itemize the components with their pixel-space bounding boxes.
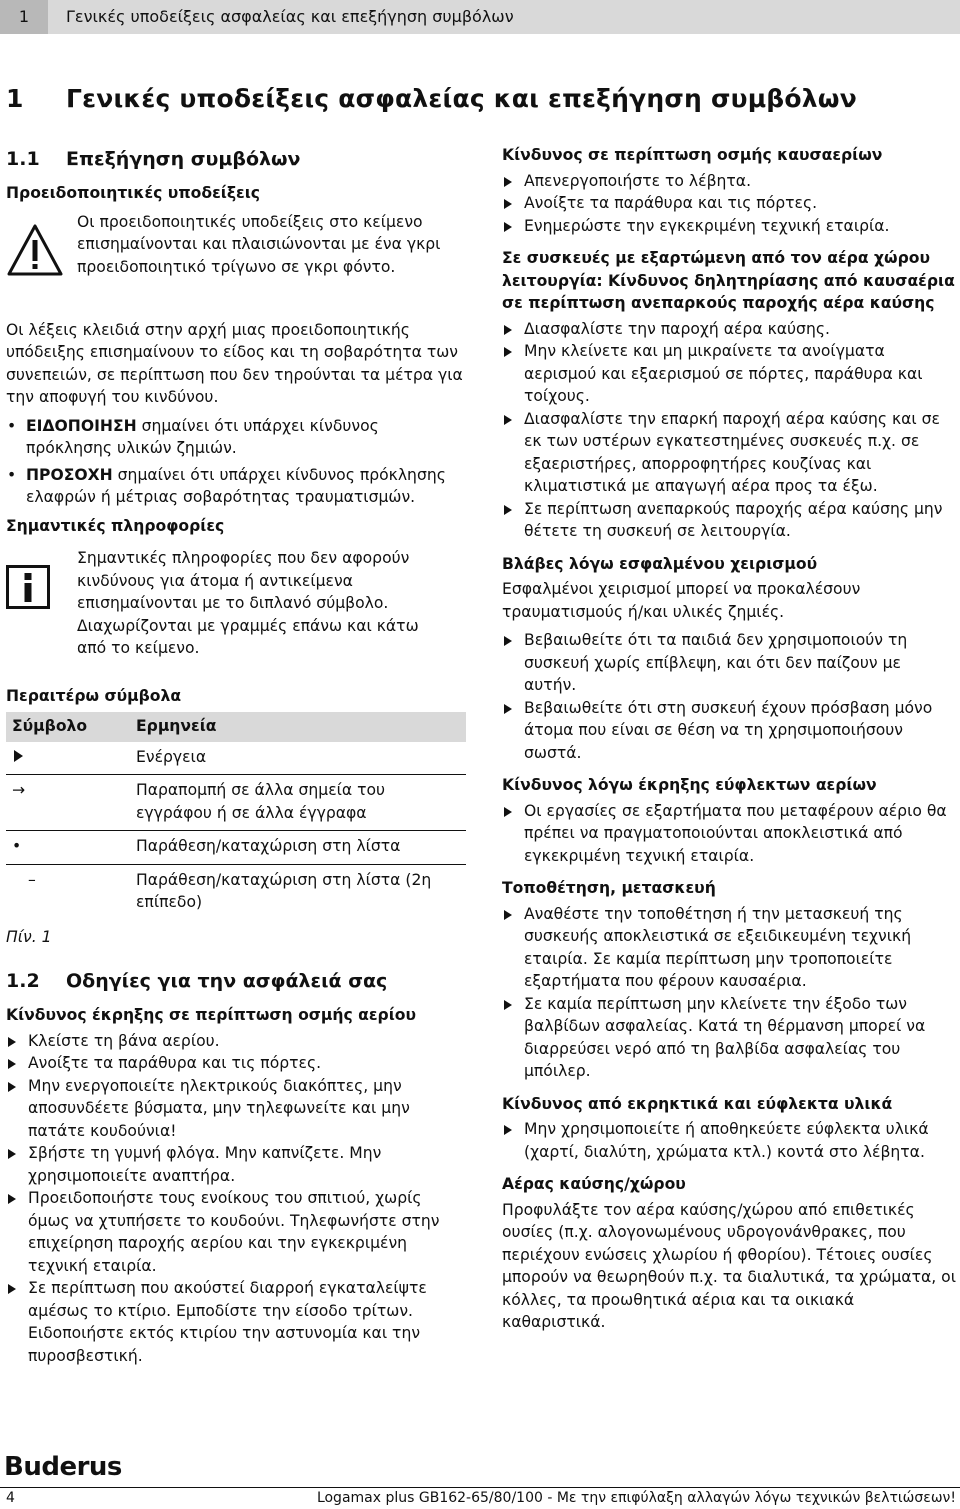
list-item [502,903,958,993]
gas-actions-list [6,1030,466,1368]
symbol-cell: – [28,870,36,889]
action-arrow-icon [504,325,512,335]
flue-gas-actions-list [502,170,958,238]
action-text: Βεβαιωθείτε ότι τα παιδιά δεν χρησιμοποιούν τη συσκευή χωρίς επίβλεψη, και ότι δεν παίζουν με αυτήν. [524,631,908,694]
footer-text: Logamax plus GB162-65/80/100 - Με την επιφύλαξη αλλαγών λόγω τεχνικών βελτιώσεων! [316,1490,956,1506]
installation-actions-list [502,903,958,1083]
action-arrow-icon [8,1194,16,1204]
list-item [502,215,958,238]
action-text: Προειδοποιήστε τους ενοίκους του σπιτιού, χωρίς όμως να χτυπήσετε το κουδούνι. Τηλεφωνήστε στην επιχείρηση παροχής αερίου και την εγκεκριμένη τεχνική εταιρία. [28,1189,440,1275]
explosion-actions-list [502,800,958,868]
bullet-icon: • [7,416,17,435]
chapter-title [6,84,857,113]
left-column [6,146,466,1377]
list-item [6,1277,466,1367]
table-row [6,742,466,775]
flue-gas-heading: Κίνδυνος σε περίπτωση οσμής καυσαερίων [502,146,883,164]
list-item [6,1075,466,1143]
action-arrow-icon [504,807,512,817]
list-item [6,1187,466,1277]
warning-triangle-icon [6,223,64,277]
list-item [502,993,958,1083]
action-arrow-icon [504,177,512,187]
room-air-heading: Σε συσκευές με εξαρτώμενη από τον αέρα χώρου λειτουργία: Κίνδυνος δηλητηρίασης από καυσαέρια σε περίπτωση ανεπαρκούς παροχής αέρα καύσης [502,249,955,312]
list-item [6,1142,466,1187]
action-text: Οι εργασίες σε εξαρτήματα που μεταφέρουν αέριο θα πρέπει να πραγματοποιούνται αποκλειστικά από εγκεκριμένη τεχνική εταιρία. [524,801,947,865]
list-item [502,629,958,697]
section-1-1-heading [6,146,466,172]
materials-heading: Κίνδυνος από εκρηκτικά και εύφλεκτα υλικά [502,1094,893,1113]
page-header [0,0,960,34]
right-column [502,144,958,1340]
warning-example-box [6,211,466,311]
action-text: Σβήστε τη γυμνή φλόγα. Μην καπνίζετε. Μην χρησιμοποιείτε αναπτήρα. [28,1144,382,1185]
info-example-box [6,547,466,675]
list-item [502,800,958,868]
action-arrow-icon [8,1284,16,1294]
footer-divider [0,1487,960,1488]
header-chapter-title: Γενικές υποδείξεις ασφαλείας και επεξήγηση συμβόλων [66,7,514,26]
table-row [6,775,466,831]
action-text: Σε περίπτωση ανεπαρκούς παροχής αέρα καύσης μην θέτετε τη συσκευή σε λειτουργία. [524,499,943,540]
action-arrow-icon [8,1037,16,1047]
gas-danger-heading: Κίνδυνος έκρηξης σε περίπτωση οσμής αερίου [6,1006,417,1024]
action-arrow-icon [8,1059,16,1069]
misuse-text: Εσφαλμένοι χειρισμοί μπορεί να προκαλέσουν τραυματισμούς ή/και υλικές ζημιές. [502,580,861,621]
symbol-cell: → [6,775,130,831]
action-arrow-icon [504,704,512,714]
action-arrow-icon [14,750,23,762]
section-title: Επεξήγηση συμβόλων [66,148,301,170]
action-arrow-icon [504,199,512,209]
info-box-text: Σημαντικές πληροφορίες που δεν αφορούν κινδύνους για άτομα ή αντικείμενα επισημαίνονται με το διπλανό σύμβολο. Διαχωρίζονται με γραμμές επάνω και κάτω από το κείμενο. [77,549,419,657]
installation-heading: Τοποθέτηση, μετασκευή [502,879,716,897]
materials-actions-list [502,1118,958,1163]
bullet-icon: • [7,465,17,484]
combustion-air-text: Προφυλάξτε τον αέρα καύσης/χώρου από επιθετικές ουσίες (π.χ. αλογονωμένους υδρογονάνθρακες, που περιέχουν ενώσεις χλωρίου ή φθορίου). Τέτοιες ουσίες μπορούν να θεωρηθούν π.χ. τα διαλυτικά, τα χρώματα, οι κόλλες, τα προωθητικά αέρια και τα οικιακά καθαριστικά. [502,1200,956,1331]
section-number: 1.1 [6,148,40,170]
misuse-heading: Βλάβες λόγω εσφαλμένου χειρισμού [502,554,818,573]
action-text: Μην ενεργοποιείτε ηλεκτρικούς διακόπτες, μην αποσυνδέετε βύσματα, μην τηλεφωνείτε και μην πατάτε κουδούνια! [28,1076,410,1140]
action-arrow-icon [504,415,512,425]
signal-word-list [6,415,466,509]
list-item [6,1052,466,1075]
list-item [502,408,958,498]
column-header-symbol: Σύμβολο [6,712,130,742]
meaning-cell: Παράθεση/καταχώριση στη λίστα (2η επίπεδο) [136,870,432,911]
action-arrow-icon [8,1082,16,1092]
action-text: Βεβαιωθείτε ότι στη συσκευή έχουν πρόσβαση μόνο άτομα που είναι σε θέση να τη χρησιμοποιήσουν σωστά. [524,698,933,762]
info-heading: Σημαντικές πληροφορίες [6,516,225,535]
header-chapter-number: 1 [0,0,48,34]
list-item [502,1118,958,1163]
action-arrow-icon [504,636,512,646]
table-caption: Πίν. 1 [6,927,52,946]
action-text: Ενημερώστε την εγκεκριμένη τεχνική εταιρία. [524,216,890,235]
section-number: 1.2 [6,970,40,992]
column-header-meaning: Ερμηνεία [130,712,466,742]
action-text: Ανοίξτε τα παράθυρα και τις πόρτες. [524,194,818,212]
signal-word: ΕΙΔΟΠΟΙΗΣΗ [26,416,137,435]
action-arrow-icon [8,1149,16,1159]
action-text: Διασφαλίστε την επαρκή παροχή αέρα καύσης και σε εκ των υστέρων εγκατεστημένες συσκευές π.χ. σε εξαεριστήρες, απορροφητήρες κουζίνας και κλιματιστικά με απαγωγή αέρα προς τα έξω. [524,409,940,495]
list-item [6,1030,466,1053]
meaning-cell: Παράθεση/καταχώριση στη λίστα [130,831,466,865]
signal-word: ΠΡΟΣΟΧΗ [26,465,113,484]
symbol-cell: • [6,831,130,865]
misuse-actions-list [502,629,958,764]
action-text: Κλείστε τη βάνα αερίου. [28,1031,220,1050]
list-item [502,340,958,408]
room-air-actions-list [502,318,958,543]
action-text: Μην χρησιμοποιείτε ή αποθηκεύετε εύφλεκτα υλικά (χαρτί, διαλύτη, χρώματα κτλ.) κοντά στο λέβητα. [524,1120,929,1161]
chapter-number: 1 [6,84,24,113]
action-arrow-icon [504,505,512,515]
action-arrow-icon [504,1000,512,1010]
list-item [502,170,958,193]
action-text: Απενεργοποιήστε το λέβητα. [524,171,752,190]
section-1-2-heading [6,968,466,994]
action-text: Αναθέστε την τοποθέτηση ή την μετασκευή της συσκευής αποκλειστικά σε εξειδικευμένη τεχνική εταιρία. Σε καμία περίπτωση μην τροποποιείτε εξαρτήματα που φέρουν καυσαέρια. [524,904,912,990]
action-arrow-icon [504,910,512,920]
warning-box-text: Οι προειδοποιητικές υποδείξεις στο κείμενο επισημαίνονται και πλαισιώνονται με ένα γκρι προειδοποιητικό τρίγωνο σε γκρι φόντο. [77,212,441,276]
combustion-air-heading: Αέρας καύσης/χώρου [502,1175,686,1193]
action-text: Ανοίξτε τα παράθυρα και τις πόρτες. [28,1054,322,1072]
symbols-heading: Περαιτέρω σύμβολα [6,687,182,705]
explosion-heading: Κίνδυνος λόγω έκρηξης εύφλεκτων αερίων [502,776,877,794]
symbols-table [6,712,466,920]
page-number: 4 [6,1490,15,1506]
list-item [502,318,958,341]
symbol-cell [6,742,130,775]
warnings-explanation: Οι λέξεις κλειδιά στην αρχή μιας προειδοποιητικής υπόδειξης επισημαίνουν το είδος και τη σοβαρότητα των συνεπειών, σε περίπτωση που δεν τηρούνται τα μέτρα για την αποφυγή του κινδύνου. [6,320,463,406]
action-arrow-icon [504,222,512,232]
action-arrow-icon [504,1125,512,1135]
list-item [502,697,958,765]
chapter-title-text: Γενικές υποδείξεις ασφαλείας και επεξήγηση συμβόλων [66,84,857,113]
table-row [6,864,466,920]
meaning-cell: Παραπομπή σε άλλα σημεία του εγγράφου ή σε άλλα έγγραφα [130,775,466,831]
action-text: Σε καμία περίπτωση μην κλείνετε την έξοδο των βαλβίδων ασφαλείας. Κατά τη θέρμανση μπορεί να διαρρεύσει νερό από τη βαλβίδα ασφαλείας του μπόιλερ. [524,994,926,1080]
action-arrow-icon [504,347,512,357]
list-item [502,498,958,543]
list-item [502,192,958,215]
section-title: Οδηγίες για την ασφάλειά σας [66,970,388,992]
list-item [6,415,466,460]
action-text: Σε περίπτωση που ακούστεί διαρροή εγκαταλείψτε αμέσως το κτίριο. Εμποδίστε την είσοδο τρίτων. Ειδοποιήστε εκτός κτιρίου την αστυνομία και την πυροσβεστική. [28,1279,427,1365]
signal-word-meaning: σημαίνει ότι υπάρχει κίνδυνος πρόκλησης ελαφρών ή μέτριας σοβαρότητας τραυματισμών. [26,465,446,506]
table-header-row [6,712,466,742]
warnings-heading: Προειδοποιητικές υποδείξεις [6,184,261,202]
buderus-logo: Buderus [4,1452,122,1482]
info-icon [6,565,50,609]
action-text: Μην κλείνετε και μη μικραίνετε τα ανοίγματα αερισμού και εξαερισμού σε πόρτες, παράθυρα και τοίχους. [524,342,923,405]
list-item [6,464,466,509]
meaning-cell: Ενέργεια [130,742,466,775]
action-text: Διασφαλίστε την παροχή αέρα καύσης. [524,319,830,338]
table-row [6,831,466,865]
signal-word-meaning: σημαίνει ότι υπάρχει κίνδυνος πρόκλησης υλικών ζημιών. [26,416,379,457]
